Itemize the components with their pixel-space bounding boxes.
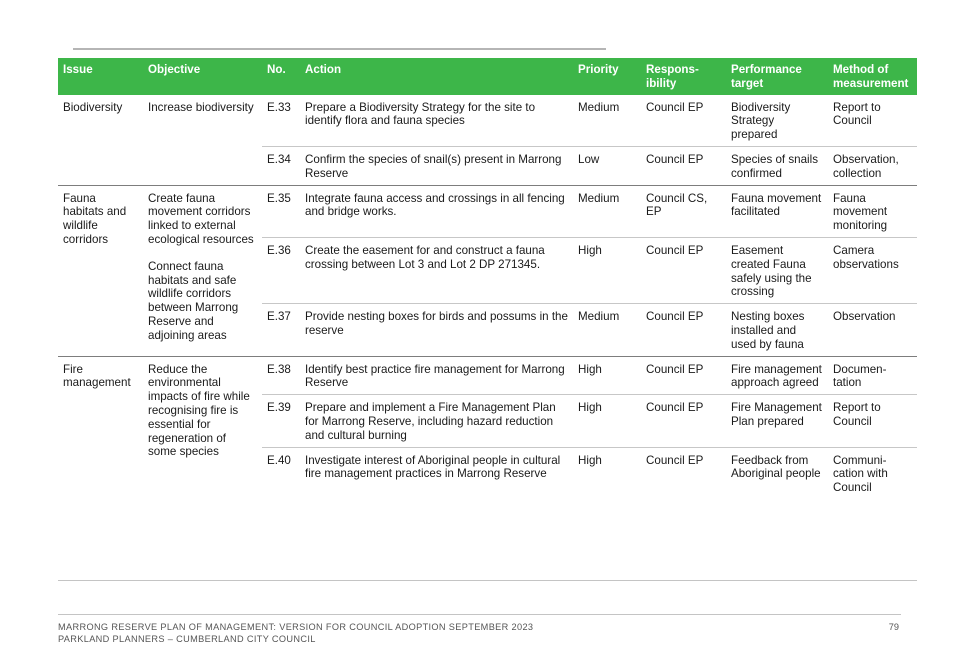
header-issue: Issue <box>58 58 143 95</box>
table-body <box>58 95 917 499</box>
header-priority: Priority <box>573 58 641 95</box>
priority-cell: High <box>573 356 641 395</box>
header-method-of-measurement: Method of measurement <box>828 58 917 95</box>
table-row <box>58 185 917 237</box>
header-no: No. <box>262 58 300 95</box>
header-objective: Objective <box>143 58 262 95</box>
action-cell: Identify best practice fire management for Marrong Reserve <box>300 356 573 395</box>
footer-organisation: PARKLAND PLANNERS – CUMBERLAND CITY COUNCIL <box>58 634 316 644</box>
responsibility-cell: Council EP <box>641 237 726 303</box>
measurement-method-cell: Documen-tation <box>828 356 917 395</box>
action-cell: Provide nesting boxes for birds and possums in the reserve <box>300 304 573 356</box>
action-cell: Integrate fauna access and crossings in all fencing and bridge works. <box>300 185 573 237</box>
issue-cell: Fauna habitats and wildlife corridors <box>58 185 143 356</box>
footer-divider <box>58 614 901 615</box>
measurement-method-cell: Report to Council <box>833 100 881 128</box>
performance-target-cell: Fire Management Plan prepared <box>726 395 828 447</box>
responsibility-cell: Council EP <box>641 356 726 395</box>
priority-cell: Low <box>573 146 641 185</box>
action-number-cell: E.35 <box>262 185 300 237</box>
performance-target-cell: Nesting boxes installed and used by fauna <box>726 304 828 356</box>
performance-target-cell: Feedback from Aboriginal people <box>726 447 828 499</box>
responsibility-cell: Council EP <box>641 395 726 447</box>
action-cell: Confirm the species of snail(s) present in Marrong Reserve <box>300 146 573 185</box>
action-number-cell: E.36 <box>262 237 300 303</box>
action-cell: Prepare and implement a Fire Management Plan for Marrong Reserve, including hazard reduction and cultural burning <box>300 395 573 447</box>
header-responsibility: Respons-ibility <box>641 58 726 95</box>
measurement-method-cell: Observation <box>828 304 917 356</box>
page-number: 79 <box>888 622 899 632</box>
responsibility-cell: Council CS, EP <box>641 185 726 237</box>
performance-target-cell: Species of snails confirmed <box>726 146 828 185</box>
action-number-cell: E.39 <box>262 395 300 447</box>
priority-cell: Medium <box>573 185 641 237</box>
objective-paragraph: Increase biodiversity <box>148 100 254 114</box>
priority-cell: Medium <box>573 304 641 356</box>
priority-cell: High <box>573 395 641 447</box>
measurement-method-cell: Observation, collection <box>828 146 917 185</box>
action-number-cell: E.33 <box>267 100 291 114</box>
top-divider <box>73 48 606 50</box>
issue-cell: Biodiversity <box>63 100 123 114</box>
measurement-method-cell: Communi-cation with Council <box>828 447 917 499</box>
action-cell: Prepare a Biodiversity Strategy for the site to identify flora and fauna species <box>305 100 536 128</box>
performance-target-cell: Fauna movement facilitated <box>726 185 828 237</box>
action-cell: Create the easement for and construct a fauna crossing between Lot 3 and Lot 2 DP 271345. <box>300 237 573 303</box>
table-bottom-divider <box>58 580 917 581</box>
priority-cell: High <box>573 237 641 303</box>
objective-paragraph: Create fauna movement corridors linked to external ecological resources <box>148 191 254 246</box>
responsibility-cell: Council EP <box>641 447 726 499</box>
responsibility-cell: Council EP <box>641 304 726 356</box>
table-row <box>58 95 917 147</box>
issue-cell: Fire management <box>58 356 143 499</box>
measurement-method-cell: Report to Council <box>828 395 917 447</box>
responsibility-cell: Council EP <box>646 100 704 114</box>
performance-target-cell: Biodiversity Strategy prepared <box>731 100 791 142</box>
objective-cell <box>143 185 262 356</box>
objective-paragraph: Reduce the environmental impacts of fire while recognising fire is essential for regeneration of some species <box>148 362 250 459</box>
objective-cell <box>143 356 262 499</box>
measurement-method-cell: Camera observations <box>828 237 917 303</box>
objective-paragraph: Connect fauna habitats and safe wildlife corridors between Marrong Reserve and adjoining areas <box>148 259 239 342</box>
action-number-cell: E.38 <box>262 356 300 395</box>
objective-cell <box>143 95 262 185</box>
header-performance-target: Performance target <box>726 58 828 95</box>
responsibility-cell: Council EP <box>641 146 726 185</box>
management-actions-table <box>58 58 917 499</box>
performance-target-cell: Fire management approach agreed <box>726 356 828 395</box>
action-cell: Investigate interest of Aboriginal people in cultural fire management practices in Marrong Reserve <box>300 447 573 499</box>
table-header-row <box>58 58 917 95</box>
measurement-method-cell: Fauna movement monitoring <box>828 185 917 237</box>
table-row <box>58 356 917 395</box>
action-number-cell: E.40 <box>262 447 300 499</box>
priority-cell: High <box>573 447 641 499</box>
action-number-cell: E.34 <box>262 146 300 185</box>
footer-document-title: MARRONG RESERVE PLAN OF MANAGEMENT: VERSION FOR COUNCIL ADOPTION SEPTEMBER 2023 <box>58 622 534 632</box>
header-action: Action <box>300 58 573 95</box>
performance-target-cell: Easement created Fauna safely using the crossing <box>726 237 828 303</box>
action-number-cell: E.37 <box>262 304 300 356</box>
priority-cell: Medium <box>578 100 620 114</box>
